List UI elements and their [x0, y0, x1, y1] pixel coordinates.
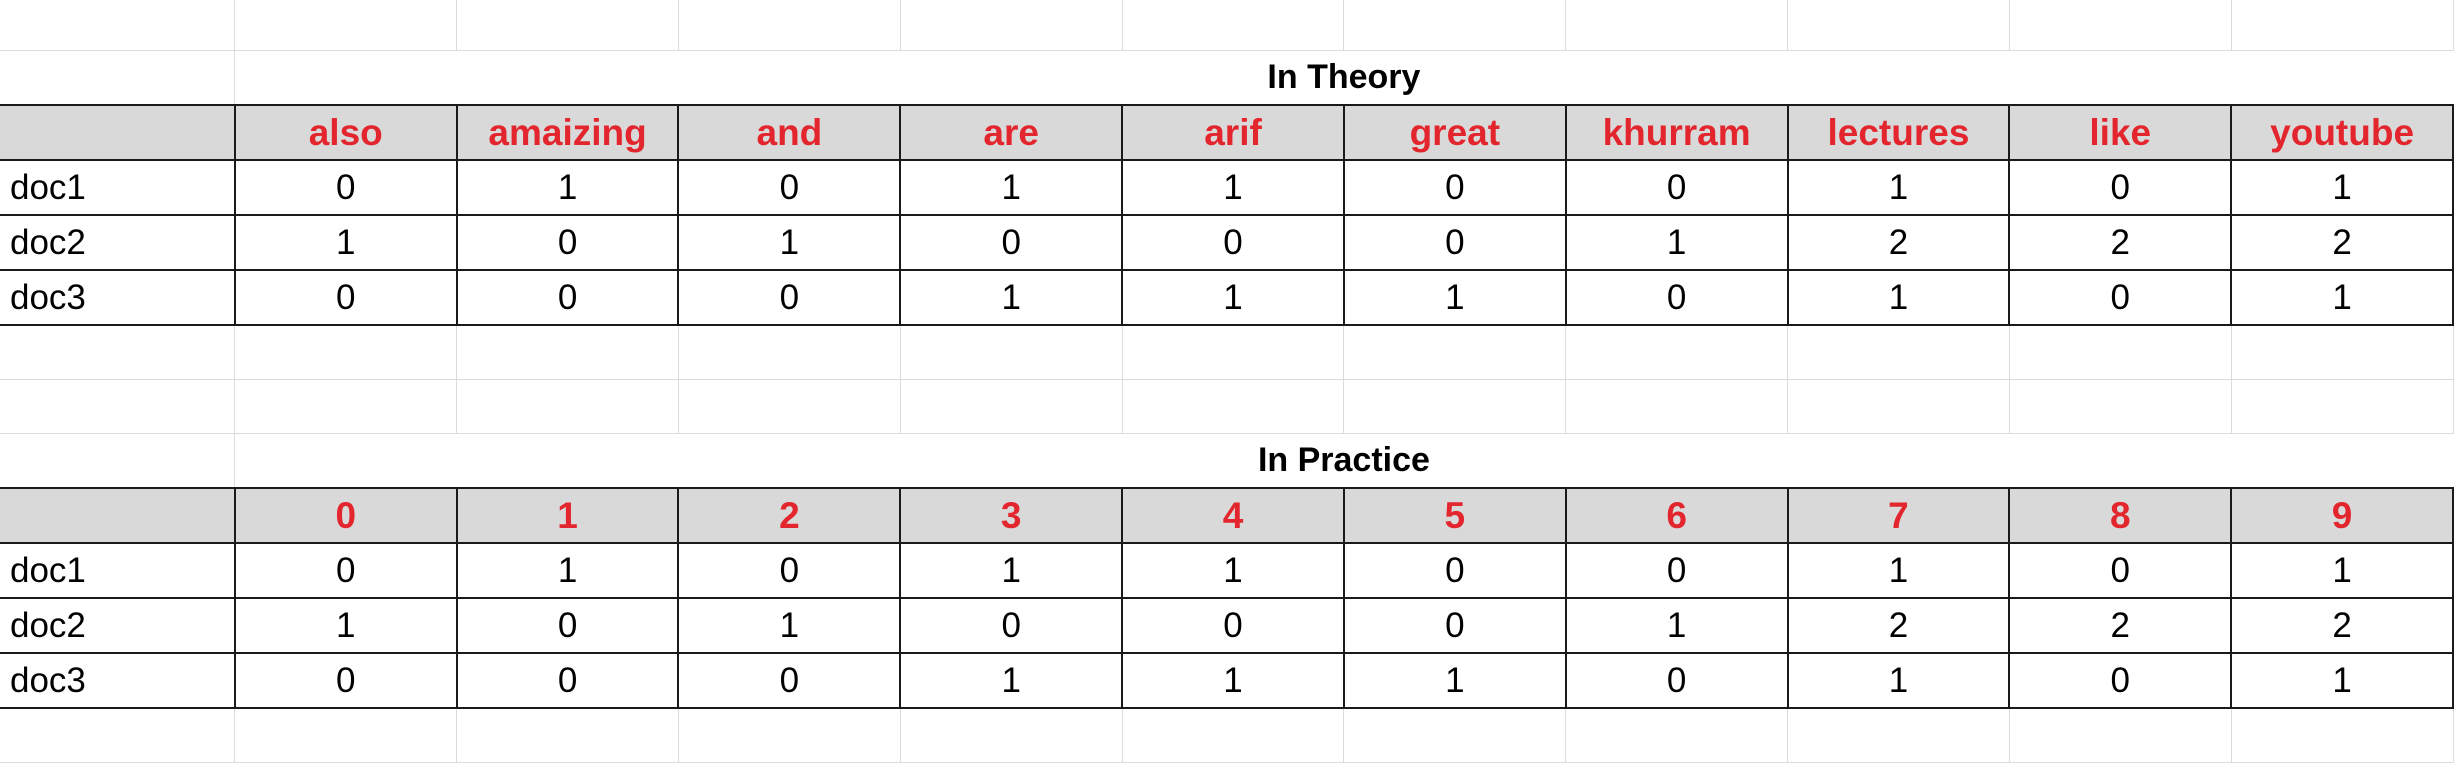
column-header-cell[interactable]: also [235, 105, 457, 160]
count-cell[interactable]: 0 [1566, 160, 1788, 215]
column-header-cell[interactable]: 7 [1788, 488, 2010, 543]
count-cell[interactable]: 1 [1566, 215, 1788, 270]
count-cell[interactable]: 0 [235, 653, 457, 708]
count-cell[interactable]: 1 [900, 653, 1122, 708]
column-header-cell[interactable]: arif [1122, 105, 1344, 160]
theory-table-row [0, 270, 2453, 325]
practice-table-row [0, 653, 2453, 708]
count-cell[interactable]: 1 [1122, 270, 1344, 325]
column-header-cell[interactable]: great [1344, 105, 1566, 160]
empty-row [0, 325, 2453, 380]
count-cell[interactable]: 1 [1122, 653, 1344, 708]
empty-cell[interactable] [1788, 0, 2010, 51]
count-cell[interactable]: 0 [1344, 598, 1566, 653]
count-cell[interactable]: 2 [2009, 215, 2231, 270]
count-cell[interactable]: 0 [2009, 543, 2231, 598]
empty-cell[interactable] [0, 380, 235, 434]
count-cell[interactable]: 0 [900, 215, 1122, 270]
empty-cell[interactable] [1788, 708, 2010, 763]
empty-cell[interactable] [1344, 380, 1566, 434]
empty-cell[interactable] [678, 708, 900, 763]
column-header-cell[interactable]: 9 [2231, 488, 2453, 543]
practice-header-row [0, 488, 2453, 543]
practice-section-title[interactable]: In Practice [235, 434, 2453, 489]
column-header-cell[interactable]: 1 [457, 488, 679, 543]
count-cell[interactable]: 1 [457, 160, 679, 215]
empty-cell[interactable] [678, 380, 900, 434]
empty-cell[interactable] [457, 708, 679, 763]
count-cell[interactable]: 0 [235, 543, 457, 598]
count-cell[interactable]: 1 [2231, 543, 2453, 598]
empty-cell[interactable] [1566, 380, 1788, 434]
column-header-cell[interactable]: 5 [1344, 488, 1566, 543]
theory-header-row [0, 105, 2453, 160]
empty-cell[interactable] [1344, 0, 1566, 51]
empty-cell[interactable] [1566, 325, 1788, 380]
count-cell[interactable]: 1 [1788, 543, 2010, 598]
column-header-cell[interactable]: amaizing [457, 105, 679, 160]
empty-cell[interactable] [2009, 380, 2231, 434]
empty-cell[interactable] [900, 0, 1122, 51]
count-cell[interactable]: 2 [2231, 215, 2453, 270]
count-cell[interactable]: 1 [1788, 653, 2010, 708]
count-cell[interactable]: 1 [2231, 653, 2453, 708]
count-cell[interactable]: 0 [1344, 543, 1566, 598]
count-cell[interactable]: 2 [2231, 598, 2453, 653]
column-header-cell[interactable]: are [900, 105, 1122, 160]
empty-cell[interactable] [2231, 325, 2453, 380]
practice-title-row [0, 434, 2453, 489]
empty-cell[interactable] [457, 380, 679, 434]
count-cell[interactable]: 1 [1122, 543, 1344, 598]
count-cell[interactable]: 1 [900, 160, 1122, 215]
count-cell[interactable]: 0 [235, 160, 457, 215]
count-cell[interactable]: 1 [900, 270, 1122, 325]
empty-cell[interactable] [1788, 380, 2010, 434]
column-header-cell[interactable]: 3 [900, 488, 1122, 543]
empty-cell[interactable] [1788, 325, 2010, 380]
count-cell[interactable]: 1 [1788, 160, 2010, 215]
column-header-cell[interactable]: 6 [1566, 488, 1788, 543]
empty-cell[interactable] [2231, 708, 2453, 763]
count-cell[interactable]: 0 [2009, 653, 2231, 708]
count-cell[interactable]: 0 [2009, 270, 2231, 325]
empty-cell[interactable] [0, 434, 235, 489]
count-cell[interactable]: 1 [457, 543, 679, 598]
empty-cell[interactable] [2009, 325, 2231, 380]
count-cell[interactable]: 1 [1566, 598, 1788, 653]
count-cell[interactable]: 1 [678, 215, 900, 270]
column-header-cell[interactable]: and [678, 105, 900, 160]
theory-title-row [0, 51, 2453, 106]
empty-cell[interactable] [0, 325, 235, 380]
empty-cell[interactable] [2231, 380, 2453, 434]
count-cell[interactable]: 2 [1788, 598, 2010, 653]
count-cell[interactable]: 0 [457, 598, 679, 653]
empty-cell[interactable] [457, 325, 679, 380]
count-cell[interactable]: 0 [2009, 160, 2231, 215]
count-cell[interactable]: 0 [1122, 215, 1344, 270]
row-label-cell[interactable]: doc3 [0, 270, 235, 325]
row-label-cell[interactable]: doc1 [0, 160, 235, 215]
empty-cell[interactable] [1122, 708, 1344, 763]
count-cell[interactable]: 1 [1344, 653, 1566, 708]
count-cell[interactable]: 0 [678, 653, 900, 708]
row-label-cell[interactable]: doc1 [0, 543, 235, 598]
count-cell[interactable]: 1 [1344, 270, 1566, 325]
count-cell[interactable]: 0 [457, 653, 679, 708]
count-cell[interactable]: 0 [1566, 543, 1788, 598]
count-cell[interactable]: 1 [900, 543, 1122, 598]
empty-cell[interactable] [235, 0, 457, 51]
theory-table-row [0, 215, 2453, 270]
empty-cell[interactable] [1566, 708, 1788, 763]
column-header-cell[interactable]: lectures [1788, 105, 2010, 160]
empty-cell[interactable] [0, 51, 235, 106]
empty-row [0, 708, 2453, 763]
empty-cell[interactable] [678, 325, 900, 380]
count-cell[interactable]: 1 [2231, 160, 2453, 215]
count-cell[interactable]: 0 [1566, 653, 1788, 708]
column-header-cell[interactable]: like [2009, 105, 2231, 160]
empty-row [0, 0, 2453, 51]
empty-cell[interactable] [1122, 380, 1344, 434]
empty-cell[interactable] [1344, 708, 1566, 763]
empty-cell[interactable] [0, 0, 235, 51]
empty-cell[interactable] [1344, 325, 1566, 380]
count-cell[interactable]: 1 [678, 598, 900, 653]
practice-table-row [0, 543, 2453, 598]
column-header-cell[interactable]: youtube [2231, 105, 2453, 160]
count-cell[interactable]: 0 [678, 543, 900, 598]
theory-section-title[interactable]: In Theory [235, 51, 2453, 106]
row-label-cell[interactable]: doc2 [0, 598, 235, 653]
count-cell[interactable]: 2 [1788, 215, 2010, 270]
column-header-cell[interactable]: 8 [2009, 488, 2231, 543]
empty-cell[interactable] [2009, 708, 2231, 763]
empty-cell[interactable] [1122, 0, 1344, 51]
empty-cell[interactable] [900, 708, 1122, 763]
count-cell[interactable]: 0 [1344, 160, 1566, 215]
count-cell[interactable]: 0 [457, 270, 679, 325]
column-header-cell[interactable]: 4 [1122, 488, 1344, 543]
empty-cell[interactable] [678, 0, 900, 51]
empty-cell[interactable] [235, 325, 457, 380]
empty-cell[interactable] [235, 380, 457, 434]
column-header-cell[interactable]: 0 [235, 488, 457, 543]
count-cell[interactable]: 0 [457, 215, 679, 270]
count-cell[interactable]: 0 [900, 598, 1122, 653]
empty-row [0, 380, 2453, 434]
count-cell[interactable]: 0 [678, 160, 900, 215]
empty-cell[interactable] [1566, 0, 1788, 51]
practice-table-row [0, 598, 2453, 653]
count-cell[interactable]: 0 [1122, 598, 1344, 653]
header-corner-cell[interactable] [0, 488, 235, 543]
row-label-cell[interactable]: doc2 [0, 215, 235, 270]
row-label-cell[interactable]: doc3 [0, 653, 235, 708]
column-header-cell[interactable]: 2 [678, 488, 900, 543]
count-cell[interactable]: 0 [235, 270, 457, 325]
column-header-cell[interactable]: khurram [1566, 105, 1788, 160]
empty-cell[interactable] [2009, 0, 2231, 51]
count-cell[interactable]: 0 [1566, 270, 1788, 325]
empty-cell[interactable] [0, 708, 235, 763]
count-cell[interactable]: 1 [2231, 270, 2453, 325]
count-cell[interactable]: 1 [235, 598, 457, 653]
count-cell[interactable]: 0 [1344, 215, 1566, 270]
count-cell[interactable]: 1 [1122, 160, 1344, 215]
empty-cell[interactable] [457, 0, 679, 51]
empty-cell[interactable] [900, 325, 1122, 380]
count-cell[interactable]: 0 [678, 270, 900, 325]
count-cell[interactable]: 1 [235, 215, 457, 270]
count-cell[interactable]: 2 [2009, 598, 2231, 653]
count-cell[interactable]: 1 [1788, 270, 2010, 325]
empty-cell[interactable] [1122, 325, 1344, 380]
theory-table-row [0, 160, 2453, 215]
empty-cell[interactable] [235, 708, 457, 763]
empty-cell[interactable] [2231, 0, 2453, 51]
empty-cell[interactable] [900, 380, 1122, 434]
header-corner-cell[interactable] [0, 105, 235, 160]
